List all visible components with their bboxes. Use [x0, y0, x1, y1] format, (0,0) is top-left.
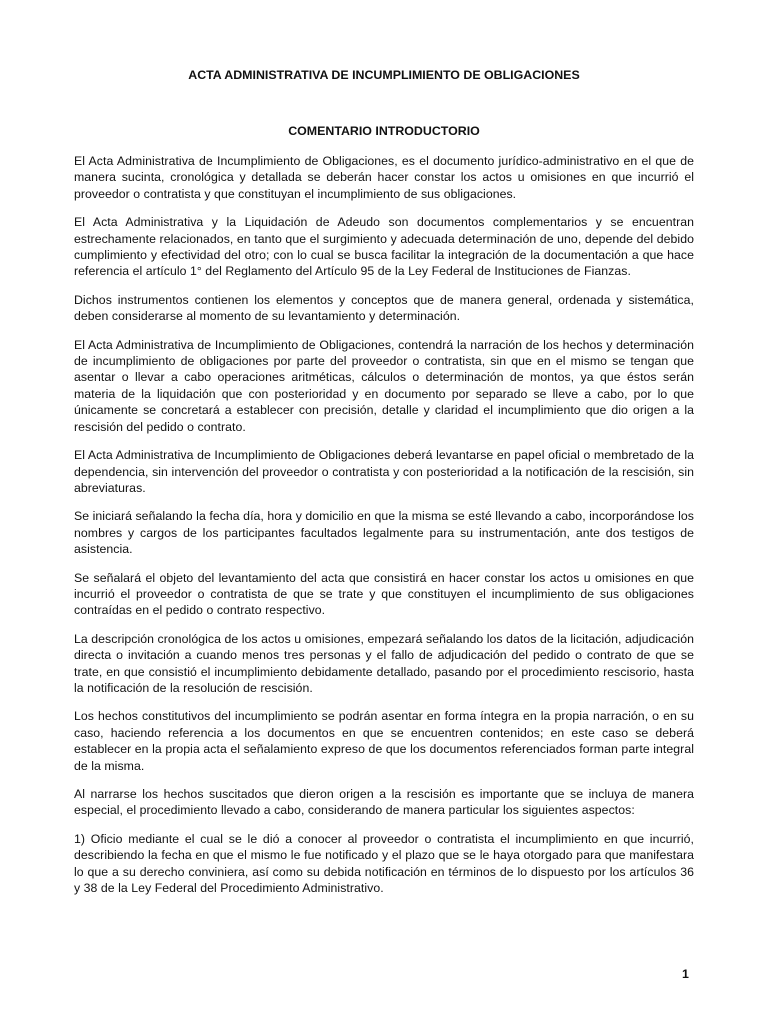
- paragraph: Se señalará el objeto del levantamiento del acta que consistirá en hacer constar los actos u omisiones en que incurrió el proveedor o contratista de que se trate y que constituyen el incumplimiento de sus obligaciones contraídas en el pedido o contrato respectivo.: [74, 570, 694, 618]
- paragraph: 1) Oficio mediante el cual se le dió a conocer al proveedor o contratista el incumplimiento en que incurrió, describiendo la fecha en que el mismo le fue notificado y el plazo que se le haya otorgado para que manifestara lo que a su derecho conviniera, así como su debida notificación en términos de lo dispuesto por los artículos 36 y 38 de la Ley Federal del Procedimiento Administrativo.: [74, 831, 694, 896]
- paragraph: El Acta Administrativa de Incumplimiento de Obligaciones, es el documento jurídico-administrativo en el que de manera sucinta, cronológica y detallada se deberán hacer constar los actos u omisiones en que incurrió el proveedor o contratista y que constituyan el incumplimiento de sus obligaciones.: [74, 154, 694, 201]
- paragraph: El Acta Administrativa y la Liquidación de Adeudo son documentos complementarios y se encuentran estrechamente relacionados, en tanto que el surgimiento y adecuada determinación de uno, depende del debido cumplimiento y efectividad del otro; con lo cual se busca facilitar la integración de la documentación a que hace referencia el artículo 1° del Reglamento del Artículo 95 de la Ley Federal de Instituciones de Fianzas.: [74, 215, 694, 279]
- section-title: COMENTARIO INTRODUCTORIO: [288, 124, 480, 138]
- paragraph: Dichos instrumentos contienen los elementos y conceptos que de manera general, ordenada y sistemática, deben considerarse al momento de su levantamiento y determinación.: [74, 292, 694, 324]
- paragraph: La descripción cronológica de los actos u omisiones, empezará señalando los datos de la licitación, adjudicación directa o invitación a cuando menos tres personas y el fallo de adjudicación del pedido o contrato de que se trate, en que consistió el incumplimiento debidamente detallado, pasando por el procedimiento rescisorio, hasta la notificación de la resolución de rescisión.: [74, 631, 694, 695]
- document-title: ACTA ADMINISTRATIVA DE INCUMPLIMIENTO DE OBLIGACIONES: [188, 68, 580, 82]
- paragraph: Los hechos constitutivos del incumplimiento se podrán asentar en forma íntegra en la propia narración, o en su caso, haciendo referencia a los documentos en que se encuentren contenidos; en este caso se deberá establecer en la propia acta el señalamiento expreso de que los documentos referenciados forman parte integral de la misma.: [74, 709, 694, 773]
- paragraph: Al narrarse los hechos suscitados que dieron origen a la rescisión es importante que se incluya de manera especial, el procedimiento llevado a cabo, considerando de manera particular los siguientes aspectos:: [74, 787, 694, 818]
- paragraph: El Acta Administrativa de Incumplimiento de Obligaciones, contendrá la narración de los hechos y determinación de incumplimiento de obligaciones por parte del proveedor o contratista, sin que en el mismo se tengan que asentar o llevar a cabo operaciones aritméticas, cálculos o determinación de montos, ya que éstos serán materia de la liquidación que con posterioridad y en documento por separado se lleve a cabo, por lo que únicamente se concretará a establecer con precisión, detalle y claridad el incumplimiento que dio origen a la rescisión del pedido o contrato.: [74, 337, 694, 434]
- document-body: [74, 153, 694, 908]
- page-number: 1: [682, 967, 689, 981]
- paragraph: El Acta Administrativa de Incumplimiento de Obligaciones deberá levantarse en papel oficial o membretado de la dependencia, sin intervención del proveedor o contratista y con posterioridad a la notificación de la rescisión, sin abreviaturas.: [74, 448, 694, 495]
- paragraph: Se iniciará señalando la fecha día, hora y domicilio en que la misma se esté llevando a cabo, incorporándose los nombres y cargos de los participantes facultados legalmente para su instrumentación, ante dos testigos de asistencia.: [74, 509, 694, 557]
